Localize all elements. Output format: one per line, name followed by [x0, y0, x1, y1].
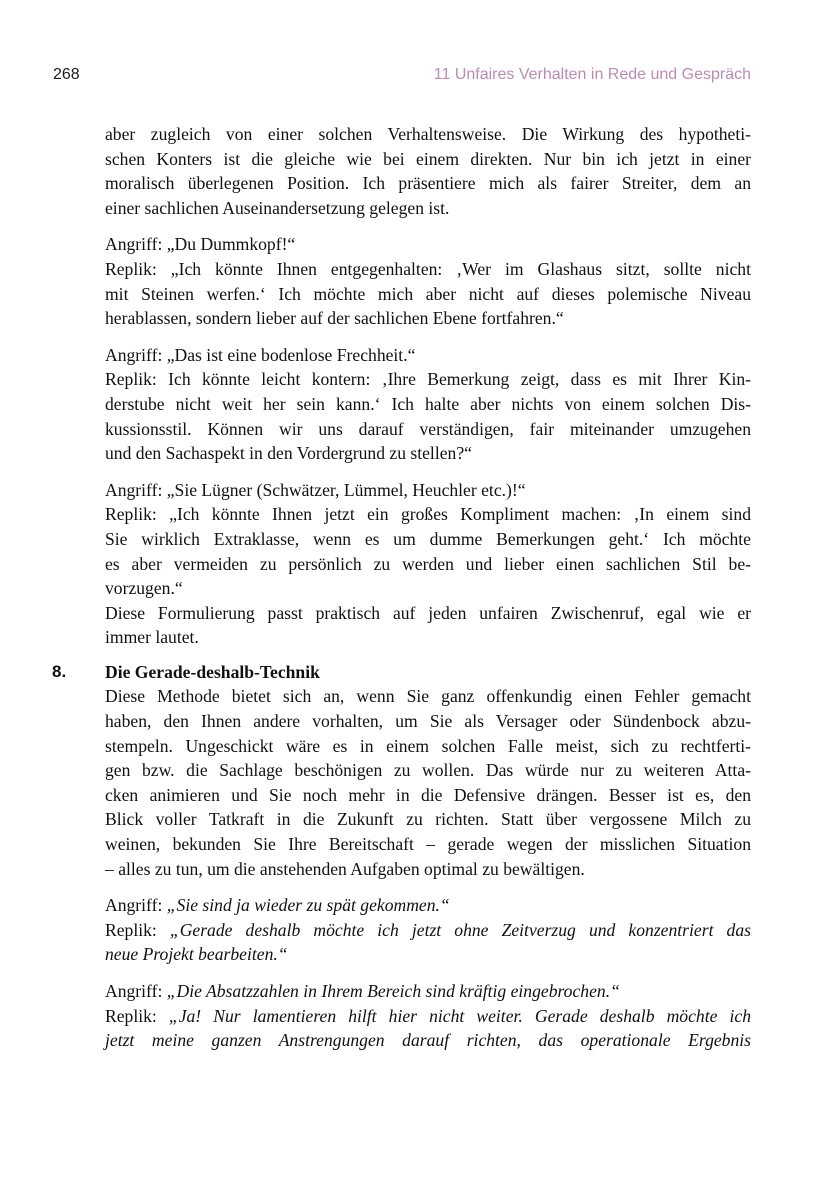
- text-line: haben, den Ihnen andere vorhalten, um Sie als Versager oder Sündenbock abzu-: [105, 711, 751, 732]
- replik-line: vorzugen.“: [105, 578, 183, 599]
- angriff-line: [105, 893, 751, 918]
- angriff-quote: „Sie sind ja wieder zu spät gekommen.“: [166, 895, 450, 916]
- replik-line: Replik: Ich könnte leicht kontern: ‚Ihre Bemerkung zeigt, dass es mit Ihrer Kin-: [105, 369, 751, 390]
- replik-line: und den Sachaspekt in den Vordergrund zu stellen?“: [105, 443, 472, 464]
- replik-line: es aber vermeiden zu persönlich zu werden und lieber einen sachlichen Stil be-: [105, 553, 751, 574]
- text-line: Diese Methode bietet sich an, wenn Sie ganz offenkundig einen Fehler gemacht: [105, 686, 751, 707]
- replik-line: [105, 1004, 751, 1029]
- replik-line: mit Steinen werfen.‘ Ich möchte mich aber nicht auf dieses polemische Niveau: [105, 283, 751, 304]
- text-line: cken animieren und Sie noch mehr in die Defensive drängen. Besser ist es, den: [105, 784, 751, 805]
- text-line: weinen, bekunden Sie Ihre Bereitschaft – gerade wegen der misslichen Situation: [105, 834, 751, 855]
- example-block: [105, 893, 751, 967]
- replik-line: kussionsstil. Können wir uns darauf verständigen, fair miteinander umzugehen: [105, 418, 751, 439]
- replik-line: neue Projekt bearbeiten.“: [105, 944, 288, 965]
- text-line: gen bzw. die Sachlage beschönigen zu wollen. Das würde nur zu weiteren Atta-: [105, 760, 751, 781]
- replik-line: [105, 918, 751, 943]
- replik-line: Sie wirklich Extraklasse, wenn es um dumme Bemerkungen geht.‘ Ich möchte: [105, 528, 751, 549]
- text-line: – alles zu tun, um die anstehenden Aufgaben optimal zu bewältigen.: [105, 858, 585, 879]
- example-block: [105, 343, 751, 466]
- replik-label: Replik:: [105, 1005, 169, 1026]
- angriff-line: Angriff: „Du Dummkopf!“: [105, 234, 296, 255]
- angriff-label: Angriff:: [105, 981, 167, 1001]
- section-8: [52, 660, 751, 1053]
- text-line: schen Konters ist die gleiche wie bei einem direkten. Nur bin ich jetzt in einer: [105, 148, 751, 169]
- page-number: 268: [53, 66, 80, 83]
- angriff-line: Angriff: „Sie Lügner (Schwätzer, Lümmel, Heuchler etc.)!“: [105, 479, 526, 500]
- replik-label: Replik:: [105, 919, 170, 940]
- example-block: [105, 979, 751, 1053]
- replik-line: Replik: „Ich könnte Ihnen jetzt ein großes Kompliment machen: ‚In einem sind: [105, 504, 751, 525]
- example-block: [105, 478, 751, 650]
- replik-line: herablassen, sondern lieber auf der sachlichen Ebene fortfahren.“: [105, 308, 564, 329]
- running-header: [53, 66, 751, 86]
- angriff-line: [105, 979, 751, 1004]
- page-body: [52, 122, 751, 1053]
- replik-line: jetzt meine ganzen Anstrengungen darauf richten, das operationale Ergebnis: [105, 1030, 751, 1051]
- text-line: aber zugleich von einer solchen Verhaltensweise. Die Wirkung des hypotheti-: [105, 124, 751, 144]
- text-line: einer sachlichen Auseinandersetzung gelegen ist.: [105, 197, 450, 218]
- text-line: moralisch überlegenen Position. Ich präsentiere mich als fairer Streiter, dem an: [105, 173, 751, 194]
- intro-paragraph: [105, 122, 751, 220]
- chapter-title: 11 Unfaires Verhalten in Rede und Gespräch: [433, 66, 751, 83]
- section-number: 8.: [52, 661, 67, 681]
- replik-line: Replik: „Ich könnte Ihnen entgegenhalten: ‚Wer im Glashaus sitzt, sollte nicht: [105, 258, 751, 279]
- angriff-label: Angriff:: [105, 895, 167, 916]
- replik-line: derstube nicht weit her sein kann.‘ Ich halte aber nichts von einem solchen Dis-: [105, 393, 751, 414]
- replik-quote: „Gerade deshalb möchte ich jetzt ohne Zeitverzug und konzentriert das: [169, 919, 751, 940]
- comment-line: Diese Formulierung passt praktisch auf jeden unfairen Zwischenruf, egal wie er: [105, 602, 751, 623]
- comment-line: immer lautet.: [105, 627, 199, 648]
- angriff-line: Angriff: „Das ist eine bodenlose Frechheit.“: [105, 344, 416, 365]
- text-line: stempeln. Ungeschickt wäre es in einem solchen Falle meist, sich zu rechtferti-: [105, 735, 751, 756]
- example-block: [105, 232, 751, 330]
- replik-quote: „Ja! Nur lamentieren hilft hier nicht weiter. Gerade deshalb möchte ich: [168, 1005, 751, 1026]
- angriff-quote: „Die Absatzzahlen in Ihrem Bereich sind kräftig eingebrochen.“: [166, 981, 620, 1001]
- text-line: Blick voller Tatkraft in die Zukunft zu richten. Statt über vergossene Milch zu: [105, 809, 751, 830]
- section-title: Die Gerade-deshalb-Technik: [105, 661, 320, 682]
